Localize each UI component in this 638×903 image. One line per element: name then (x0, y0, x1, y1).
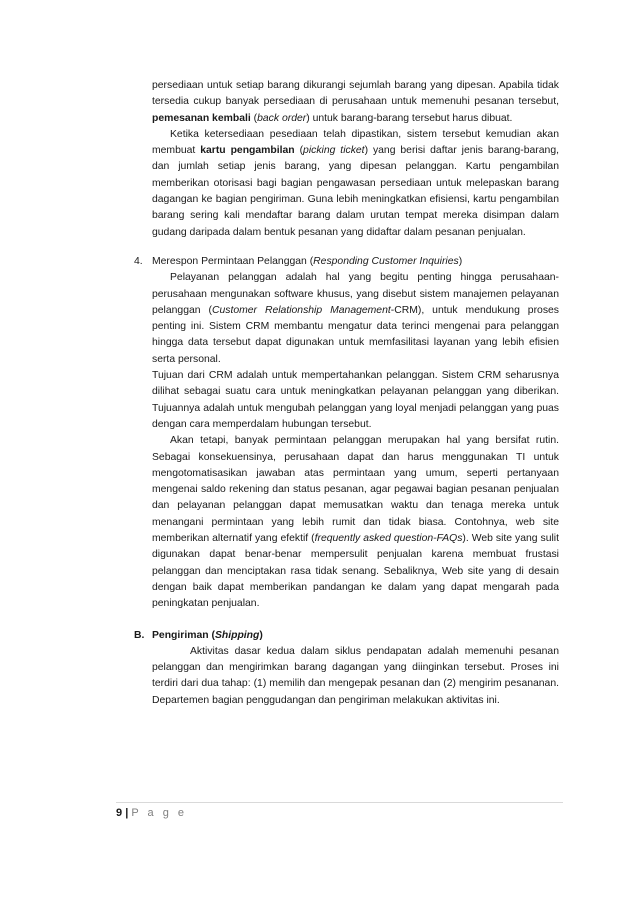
paragraph-picking-ticket: Ketika ketersediaan pesediaan telah dipastikan, sistem tersebut kemudian akan membuat kartu pengambilan (picking ticket) yang berisi daftar jenis barang-barang, dan jumlah setiap jenis barang, yang dipesan pelanggan. Kartu pengambilan memberikan otorisasi bagi bagian pengawasan persediaan untuk melepaskan barang dagangan ke bagian pengiriman. Guna lebih meningkatkan efisiensi, kartu pengambilan barang sering kali mendaftar barang dalam urutan tempat mereka disimpan dalam gudang daripada dalam bentuk pesanan yang didaftar dalam pesanan penjualan. (152, 128, 559, 238)
italic-term: Customer Relationship Management (211, 304, 391, 316)
page-number: 9 (116, 807, 123, 819)
bold-term: pemesanan kembali (152, 112, 251, 124)
paragraph-crm-routine: Akan tetapi, banyak permintaan pelanggan merupakan hal yang bersifat rutin. Sebagai konsekuensinya, perusahaan dapat dan harus menggunakan TI untuk mengotomatisasikan jawaban atas permintaan yang umum, seperti pertanyaan mengenai saldo rekening dan status pesanan, agar pegawai bagian pesanan penjualan dan pelayanan pelanggan dapat memusatkan waktu dan tenaga mereka untuk menangani permintaan yang lebih rumit dan tidak biasa. Contohnya, web site memberikan alternatif yang efektif (frequently asked question-FAQs). Web site yang sulit digunakan dapat benar-benar mempersulit penjualan karena membuat frustasi pelanggan dan menciptakan rasa tidak senang. Sebaliknya, Web site yang di desain dengan baik dapat memberikan pandangan ke dalam yang dapat mengarah pada peningkatan penjualan. (152, 435, 559, 610)
page-footer (116, 802, 563, 819)
italic-term: Shipping (214, 629, 260, 641)
section-heading: Pengiriman (Shipping) (152, 629, 263, 641)
body-text (134, 78, 559, 709)
list-marker: 4. (134, 255, 143, 267)
list-item-4 (134, 254, 559, 613)
italic-term: back order (257, 112, 307, 124)
paragraph-continuation: persediaan untuk setiap barang dikurangi sejumlah barang yang dipesan. Apabila tidak tersedia cukup banyak persediaan di perusahaan untuk memenuhi pesanan tersebut, pemesanan kembali (back order) untuk barang-barang tersebut harus dibuat. (152, 80, 559, 124)
italic-term: frequently asked question-FAQs (314, 533, 463, 545)
paragraph-shipping: Aktivitas dasar kedua dalam siklus pendapatan adalah memenuhi pesanan pelanggan dan mengirimkan barang dagangan yang diinginkan tersebut. Proses ini terdiri dari dua tahap: (1) memilih dan mengepak pesanan dan (2) mengirim pesananan. Departemen bagian penggudangan dan pengiriman melakukan aktivitas ini. (152, 645, 559, 706)
page-label: P a g e (131, 807, 187, 819)
paragraph-crm-goal: Tujuan dari CRM adalah untuk mempertahankan pelanggan. Sistem CRM seharusnya dilihat sebagai suatu cara untuk meningkatkan pelayanan pelanggan yang diberikan. Tujuannya adalah untuk mengubah pelanggan yang loyal menjadi pelanggan yang puas dengan cara memperdalam hubungan tersebut. (152, 370, 559, 430)
italic-term: Responding Customer Inquiries (313, 255, 459, 267)
italic-term: picking ticket (303, 145, 365, 157)
footer-separator: | (125, 807, 129, 819)
item-heading: Merespon Permintaan Pelanggan (Responding Customer Inquiries) (152, 255, 463, 267)
section-marker: B. (134, 629, 145, 641)
paragraph-crm-intro: Pelayanan pelanggan adalah hal yang begitu penting hingga perusahaan-perusahaan mengunakan software khusus, yang disebut sistem manajemen pelayanan pelanggan (Customer Relationship Management-CRM), untuk mendukung proses penting ini. Sistem CRM membantu mengatur data terinci mengenai para pelanggan hingga data tersebut dapat digunakan untuk memfasilitasi layanan yang lebih efisien serta personal. (152, 272, 559, 365)
section-b (134, 628, 559, 709)
bold-term: kartu pengambilan (200, 145, 295, 157)
